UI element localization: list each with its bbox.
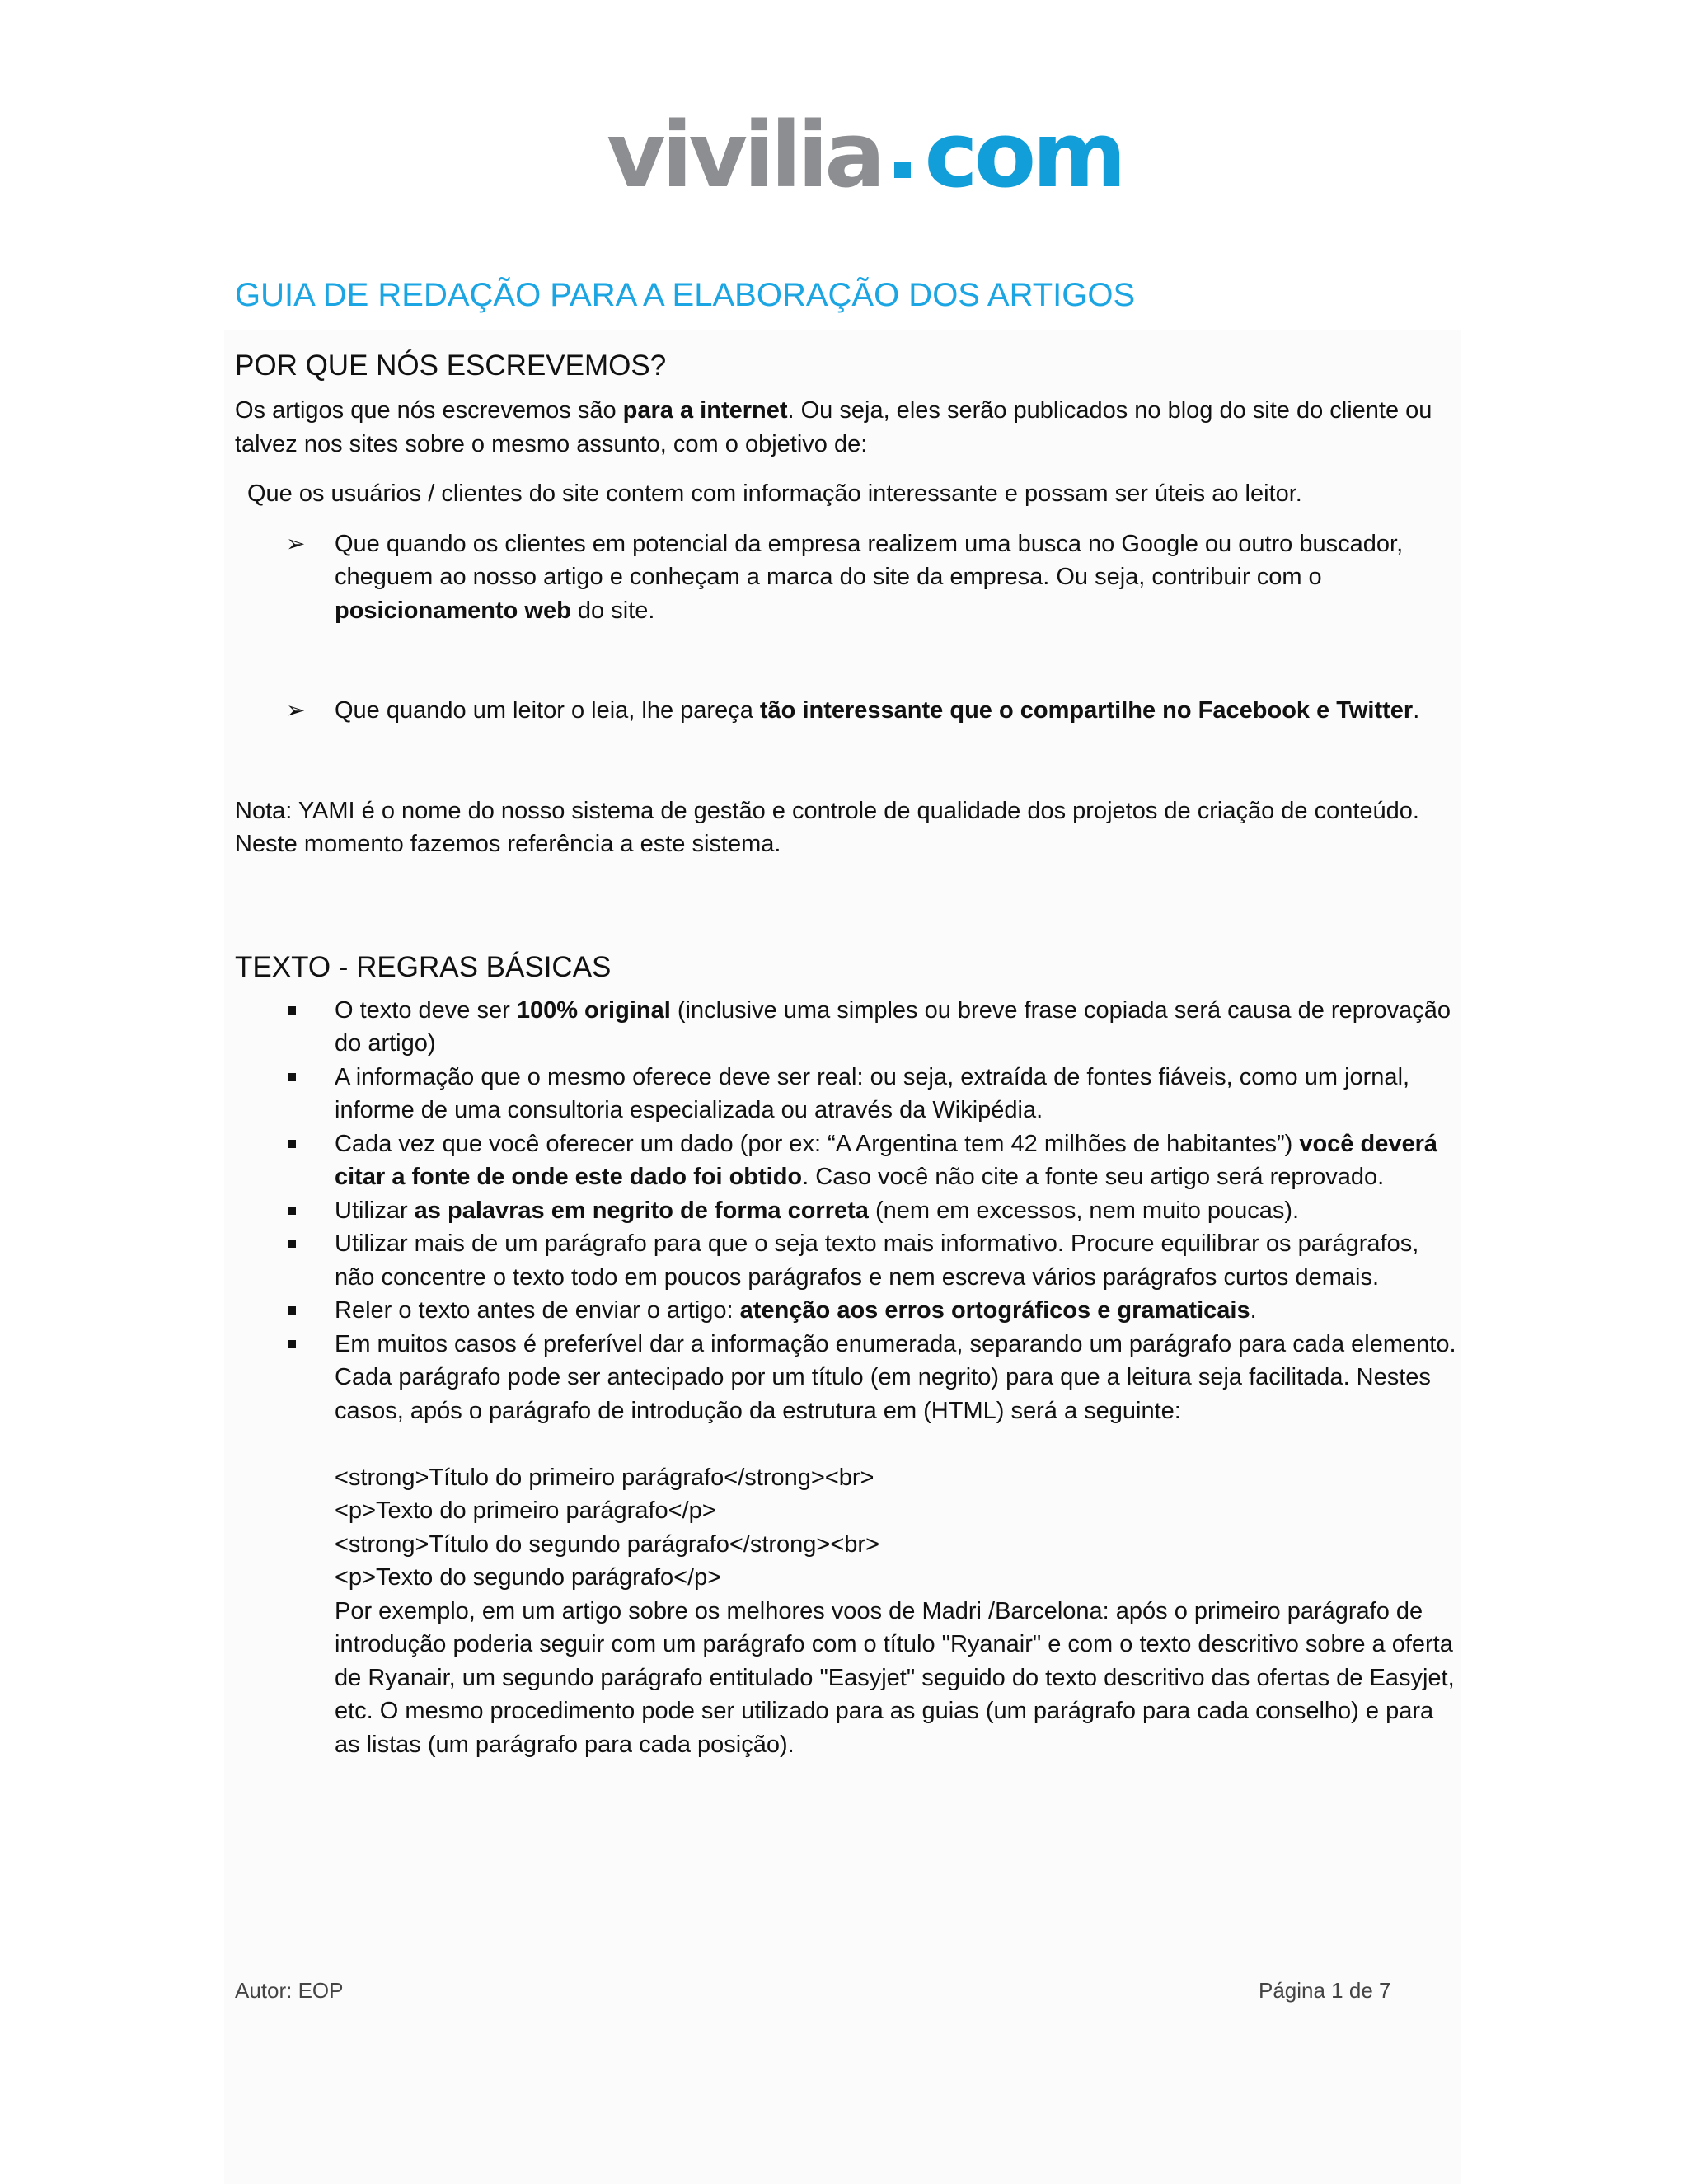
list-item xyxy=(235,1127,1463,1194)
note-paragraph: Nota: YAMI é o nome do nosso sistema de gestão e controle de qualidade dos projetos de criação de conteúdo. Neste momento fazemos referência a este sistema. xyxy=(235,797,1419,857)
footer-page-number: Página 1 de 7 xyxy=(1259,1978,1391,2003)
list-item xyxy=(235,694,1463,728)
bold-text: atenção aos erros ortográficos e gramaticais xyxy=(739,1297,1250,1324)
list-item-text: Reler o texto antes de enviar o artigo: atenção aos erros ortográficos e gramaticais. xyxy=(335,1297,1257,1324)
bold-text: as palavras em negrito de forma correta xyxy=(414,1197,869,1224)
square-bullet-icon xyxy=(288,1240,296,1248)
list-item-text: Em muitos casos é preferível dar a informação enumerada, separando um parágrafo para cada elemento. Cada parágrafo pode ser antecipado por um título (em negrito) para que a leitura seja facilitada. Nestes casos, após o parágrafo de introdução da estrutura em (HTML) será a seguinte: xyxy=(335,1330,1456,1424)
list-item-text: Utilizar mais de um parágrafo para que o seja texto mais informativo. Procure equilibrar os parágrafos, não concentre o texto todo em poucos parágrafos e nem escreva vários parágrafos curtos demais. xyxy=(335,1230,1419,1291)
code-line: <p>Texto do segundo parágrafo</p> xyxy=(335,1564,722,1591)
logo-text-part1: vivilia xyxy=(607,102,882,208)
square-bullet-icon xyxy=(288,1340,296,1348)
bold-text: você deverá citar a fonte de onde este dado foi obtido xyxy=(335,1130,1437,1190)
list-item-text: Utilizar as palavras em negrito de forma correta (nem em excessos, nem muito poucas). xyxy=(335,1197,1300,1224)
logo-text-part2: com xyxy=(924,102,1123,208)
footer-author: Autor: EOP xyxy=(235,1978,344,2003)
document-body xyxy=(235,270,1463,1761)
code-line: <strong>Título do primeiro parágrafo</strong><br> xyxy=(335,1464,874,1491)
code-line: <p>Texto do primeiro parágrafo</p> xyxy=(335,1497,716,1524)
section-heading-basic-rules: TEXTO - REGRAS BÁSICAS xyxy=(235,950,612,983)
html-structure-example xyxy=(335,1461,1463,1595)
logo-dot xyxy=(894,162,911,178)
list-item xyxy=(235,1061,1463,1127)
square-bullet-icon xyxy=(288,1073,296,1081)
square-bullet-icon xyxy=(288,1140,296,1148)
list-item-text: O texto deve ser 100% original (inclusive uma simples ou breve frase copiada será causa de reprovação do artigo) xyxy=(335,996,1451,1057)
list-item xyxy=(235,1294,1463,1328)
intro-paragraph: Os artigos que nós escrevemos são para a internet. Ou seja, eles serão publicados no blog do site do cliente ou talvez nos sites sobre o mesmo assunto, com o objetivo de: xyxy=(235,397,1432,457)
bold-text: posicionamento web xyxy=(335,597,571,624)
example-paragraph: Por exemplo, em um artigo sobre os melhores voos de Madri /Barcelona: após o primeiro parágrafo de introdução poderia seguir com um parágrafo com o título "Ryanair" e com o texto descritivo sobre a oferta de Ryanair, um segundo parágrafo entitulado "Easyjet" seguido do texto descritivo das ofertas de Easyjet, etc. O mesmo procedimento pode ser utilizado para as guias (um parágrafo para cada conselho) e para as listas (um parágrafo para cada posição). xyxy=(335,1597,1455,1758)
bold-text: 100% original xyxy=(516,996,671,1024)
arrow-bullet-icon: ➢ xyxy=(286,529,306,557)
document-title: GUIA DE REDAÇÃO PARA A ELABORAÇÃO DOS ARTIGOS xyxy=(235,277,1136,313)
square-bullet-icon xyxy=(288,1306,296,1315)
section-heading-why-we-write: POR QUE NÓS ESCREVEMOS? xyxy=(235,349,667,382)
list-item xyxy=(235,1194,1463,1228)
rules-list xyxy=(235,994,1463,1762)
list-item-text: Que quando um leitor o leia, lhe pareça tão interessante que o compartilhe no Facebook e Twitter. xyxy=(335,697,1420,724)
list-item xyxy=(235,1227,1463,1294)
vivilia-logo xyxy=(607,102,1123,208)
arrow-bullet-icon: ➢ xyxy=(286,696,306,724)
list-item xyxy=(235,994,1463,1061)
list-item-text: Que quando os clientes em potencial da empresa realizem uma busca no Google ou outro buscador, cheguem ao nosso artigo e conheçam a marca do site da empresa. Ou seja, contribuir com o posicionamento web do site. xyxy=(335,530,1404,624)
goals-list xyxy=(235,527,1463,728)
list-item xyxy=(235,527,1463,628)
code-line: <strong>Título do segundo parágrafo</strong><br> xyxy=(335,1530,880,1558)
square-bullet-icon xyxy=(288,1006,296,1015)
goal-paragraph: Que os usuários / clientes do site contem com informação interessante e possam ser úteis ao leitor. xyxy=(247,480,1302,507)
list-item-text: Cada vez que você oferecer um dado (por ex: “A Argentina tem 42 milhões de habitantes”) você deverá citar a fonte de onde este dado foi obtido. Caso você não cite a fonte seu artigo será reprovado. xyxy=(335,1130,1437,1190)
list-item-text: A informação que o mesmo oferece deve ser real: ou seja, extraída de fontes fiáveis, como um jornal, informe de uma consultoria especializada ou através da Wikipédia. xyxy=(335,1063,1410,1123)
bold-text: tão interessante que o compartilhe no Facebook e Twitter xyxy=(759,697,1414,724)
bold-text: para a internet xyxy=(622,397,788,424)
square-bullet-icon xyxy=(288,1207,296,1215)
list-item xyxy=(235,1328,1463,1762)
